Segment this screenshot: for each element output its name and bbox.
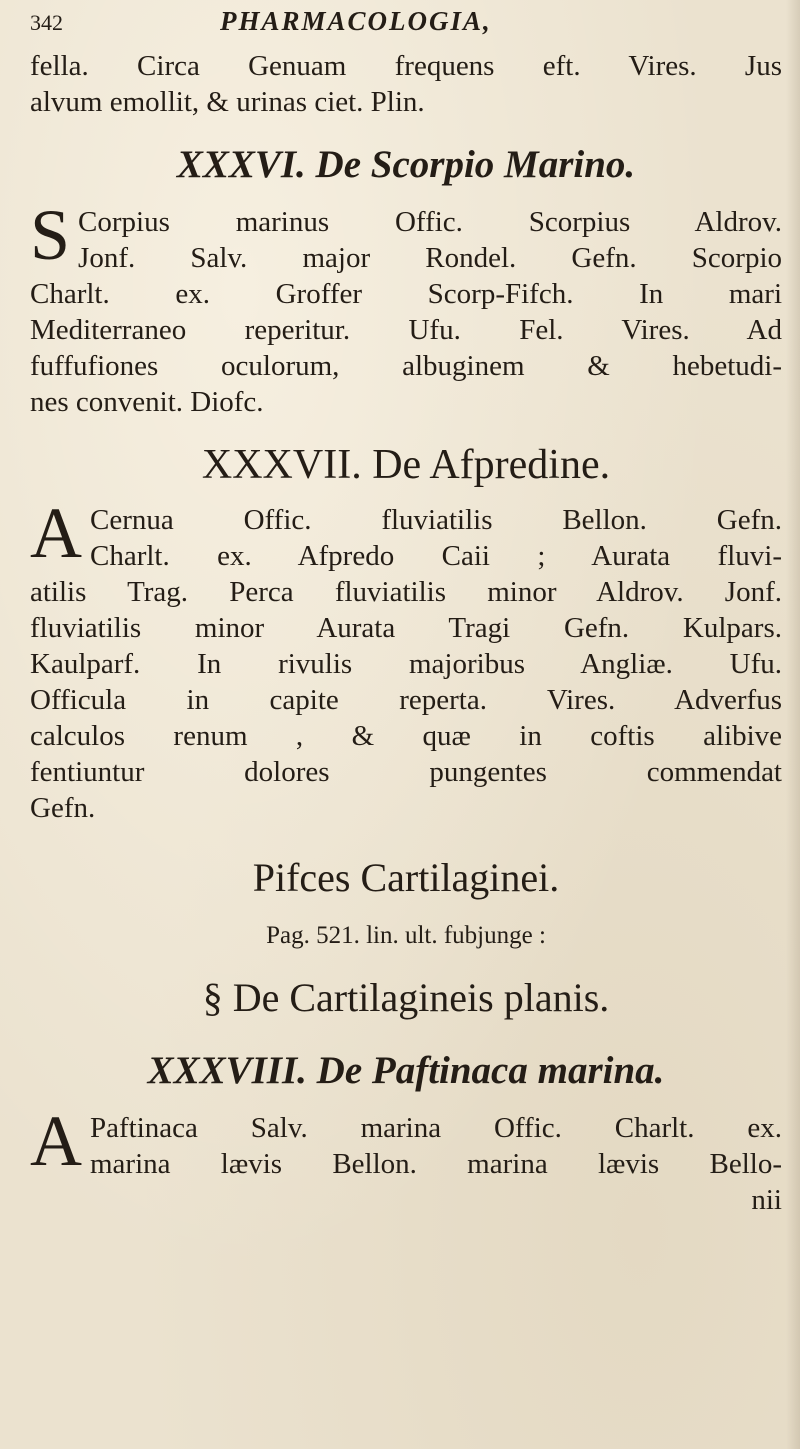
section-heading-38: XXXVIII. De Paftinaca marina.	[147, 1049, 665, 1092]
paragraph-line: fuffufiones oculorum, albuginem & hebetudi-	[30, 350, 782, 382]
running-head: PHARMACOLOGIA,	[220, 6, 492, 36]
section-heading-37: XXXVII. De Afpredine.	[201, 442, 611, 488]
paragraph-line: Gefn.	[30, 792, 96, 824]
page-number: 342	[30, 10, 63, 35]
paragraph-line: nii	[751, 1184, 782, 1216]
drop-cap-letter: A	[30, 493, 82, 573]
paragraph-line: nes convenit. Diofc.	[30, 386, 264, 418]
paragraph-line: fentiuntur dolores pungentes commendat	[30, 756, 782, 788]
drop-cap-letter: S	[30, 195, 71, 275]
subsection-heading: § De Cartilagineis planis.	[202, 975, 610, 1020]
paragraph-line: Paftinaca Salv. marina Offic. Charlt. ex.	[90, 1112, 782, 1144]
text-block	[30, 6, 782, 1218]
paragraph-line: marina lævis Bellon. marina lævis Bello-	[90, 1148, 782, 1180]
paragraph-line: Corpius marinus Offic. Scorpius Aldrov.	[78, 206, 782, 238]
paragraph-scorpio-marino	[30, 195, 782, 420]
paragraph-line: atilis Trag. Perca fluviatilis minor Aldrov. Jonf.	[30, 576, 782, 608]
paragraph-line: Officula in capite reperta. Vires. Adverfus	[30, 684, 782, 716]
paragraph-afpredine	[30, 493, 782, 826]
drop-cap-letter: A	[30, 1101, 82, 1181]
paragraph-line: Mediterraneo reperitur. Ufu. Fel. Vires. Ad	[30, 314, 782, 346]
paragraph-line: Cernua Offic. fluviatilis Bellon. Gefn.	[90, 504, 782, 536]
intro-line: fella. Circa Genuam frequens eft. Vires. Jus	[30, 50, 782, 82]
paragraph-line: fluviatilis minor Aurata Tragi Gefn. Kulpars.	[30, 612, 782, 644]
paragraph-line: Jonf. Salv. major Rondel. Gefn. Scorpio	[78, 242, 782, 274]
paragraph-line: Kaulparf. In rivulis majoribus Angliæ. Ufu.	[30, 648, 782, 680]
paragraph-line: Charlt. ex. Afpredo Caii ; Aurata fluvi-	[90, 540, 782, 572]
page-header	[30, 6, 782, 48]
page-edge-shadow	[786, 0, 800, 1449]
intro-line: alvum emollit, & urinas ciet. Plin.	[30, 86, 425, 118]
section-heading-cartilaginei: Pifces Cartilaginei.	[252, 855, 560, 900]
section-heading-36: XXXVI. De Scorpio Marino.	[176, 143, 636, 186]
insertion-note: Pag. 521. lin. ult. fubjunge :	[266, 922, 546, 949]
paragraph-line: Charlt. ex. Groffer Scorp-Fifch. In mari	[30, 278, 782, 310]
paragraph-line: calculos renum , & quæ in coftis alibive	[30, 720, 782, 752]
paragraph-paftinaca	[30, 1101, 782, 1218]
